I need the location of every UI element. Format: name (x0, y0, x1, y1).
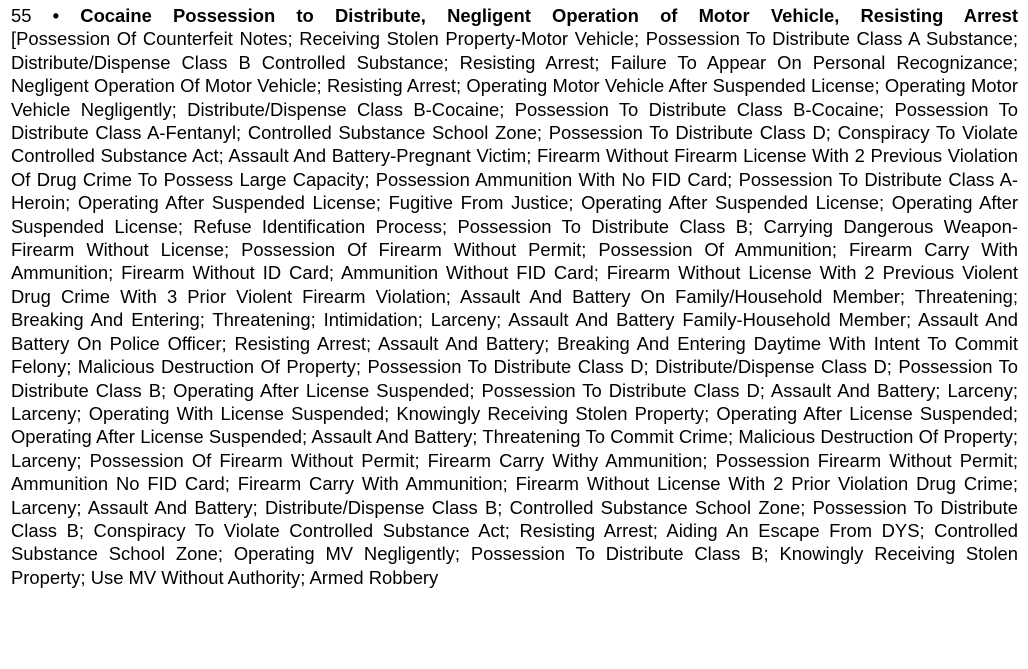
entry-headline (11, 4, 1018, 27)
entry-title: Cocaine Possession to Distribute, Negligent Operation of Motor Vehicle, Resisting Arrest (80, 5, 1018, 26)
bullet-separator: • (52, 5, 60, 26)
charges-list: [Possession Of Counterfeit Notes; Receiving Stolen Property-Motor Vehicle; Possession To Distribute Class A Substance; Distribute/Dispense Class B Controlled Substance; Resisting Arrest; Failure To Appear On Personal Recognizance; Negligent Operation Of Motor Vehicle; Resisting Arrest; Operating Motor Vehicle After Suspended License; Operating Motor Vehicle Negligently; Distribute/Dispense Class B-Cocaine; Possession To Distribute Class B-Cocaine; Possession To Distribute Class A-Fentanyl; Controlled Substance School Zone; Possession To Distribute Class D; Conspiracy To Violate Controlled Substance Act; Assault And Battery-Pregnant Victim; Firearm Without Firearm License With 2 Previous Violation Of Drug Crime To Possess Large Capacity; Possession Ammunition With No FID Card; Possession To Distribute Class A-Heroin; Operating After Suspended License; Fugitive From Justice; Operating After Suspended License; Operating After Suspended License; Refuse Identification Process; Possession To Distribute Class B; Carrying Dangerous Weapon-Firearm Without License; Possession Of Firearm Without Permit; Possession Of Ammunition; Firearm Carry With Ammunition; Firearm Without ID Card; Ammunition Without FID Card; Firearm Without License With 2 Previous Violent Drug Crime With 3 Prior Violent Firearm Violation; Assault And Battery On Family/Household Member; Threatening; Breaking And Entering; Threatening; Intimidation; Larceny; Assault And Battery Family-Household Member; Assault And Battery On Police Officer; Resisting Arrest; Assault And Battery; Breaking And Entering Daytime With Intent To Commit Felony; Malicious Destruction Of Property; Possession To Distribute Class D; Distribute/Dispense Class D; Possession To Distribute Class B; Operating After License Suspended; Possession To Distribute Class D; Assault And Battery; Larceny; Larceny; Operating With License Suspended; Knowingly Receiving Stolen Property; Operating After License Suspended; Operating After License Suspended; Assault And Battery; Threatening To Commit Crime; Malicious Destruction Of Property; Larceny; Possession Of Firearm Without Permit; Firearm Carry Withy Ammunition; Possession Firearm Without Permit; Ammunition No FID Card; Firearm Carry With Ammunition; Firearm Without License With 2 Prior Violation Drug Crime; Larceny; Assault And Battery; Distribute/Dispense Class B; Controlled Substance School Zone; Possession To Distribute Class B; Conspiracy To Violate Controlled Substance Act; Resisting Arrest; Aiding An Escape From DYS; Controlled Substance School Zone; Operating MV Negligently; Possession To Distribute Class B; Knowingly Receiving Stolen Property; Use MV Without Authority; Armed Robbery (11, 28, 1018, 588)
entry-number: 55 (11, 5, 32, 26)
